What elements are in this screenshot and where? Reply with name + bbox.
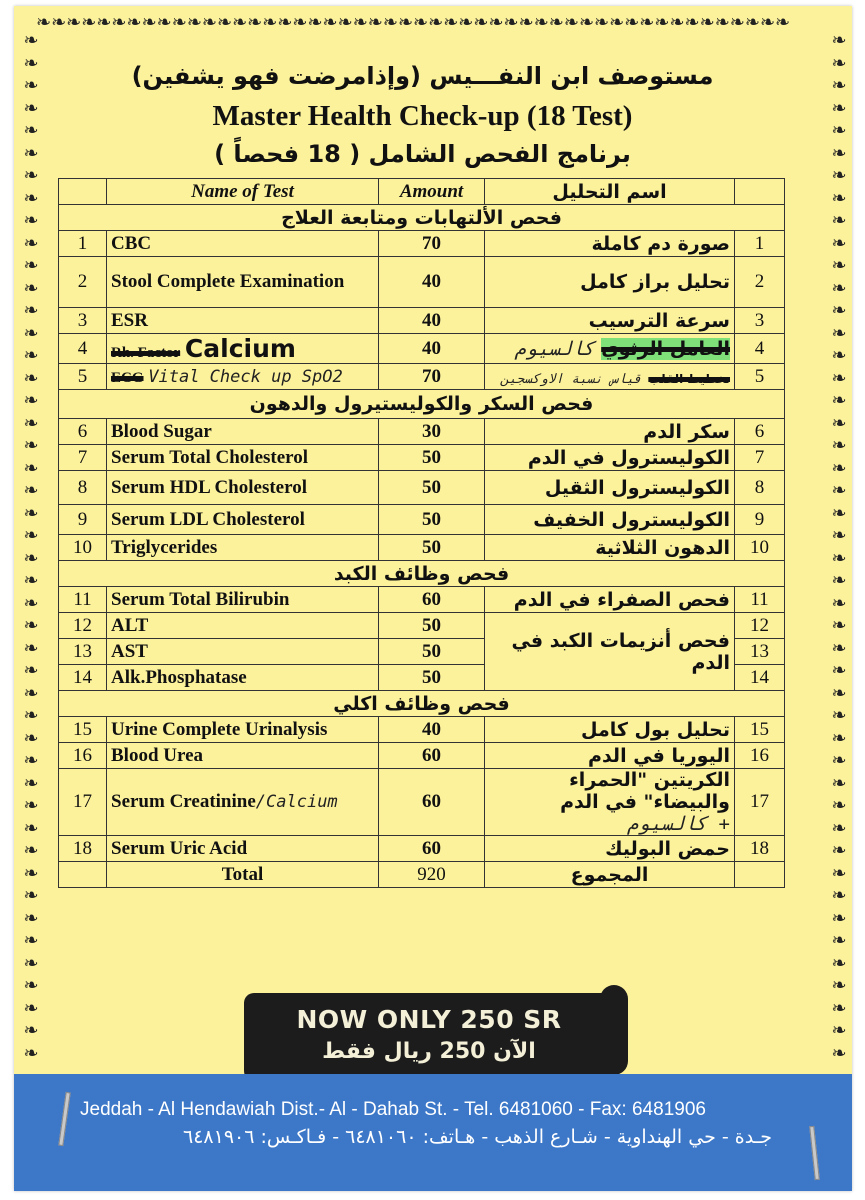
handwritten-test-name: Calcium [184,334,296,363]
test-amount: 60 [379,743,485,769]
test-name: Serum Total Bilirubin [107,587,379,613]
row-number-arabic: 12 [735,613,785,639]
test-name-edited [107,769,379,836]
test-name-arabic: فحص الصفراء في الدم [485,587,735,613]
test-name: Serum Uric Acid [107,836,379,862]
table-row [59,535,785,561]
total-label-arabic: المجموع [485,862,735,888]
test-name-arabic: اليوريا في الدم [485,743,735,769]
table-row [59,587,785,613]
struck-test-name-arabic: تخطيط القلب [648,371,730,386]
test-name-arabic: تحليل براز كامل [485,257,735,308]
test-name: Serum LDL Cholesterol [107,505,379,535]
row-number: 14 [59,665,107,691]
test-name-arabic: سكر الدم [485,419,735,445]
test-name: CBC [107,231,379,257]
decorative-border-left: ❧ ❧ ❧ ❧ ❧ ❧ ❧ ❧ ❧ ❧ ❧ ❧ ❧ ❧ ❧ ❧ ❧ ❧ ❧ ❧ ❧ ❧ ❧ ❧ ❧ ❧ ❧ ❧ ❧ ❧ ❧ ❧ ❧ ❧ ❧ ❧ ❧ ❧ ❧ ❧ ❧ ❧ ❧ ❧ ❧ ❧ [23,30,39,1064]
decorative-border-right: ❧ ❧ ❧ ❧ ❧ ❧ ❧ ❧ ❧ ❧ ❧ ❧ ❧ ❧ ❧ ❧ ❧ ❧ ❧ ❧ ❧ ❧ ❧ ❧ ❧ ❧ ❧ ❧ ❧ ❧ ❧ ❧ ❧ ❧ ❧ ❧ ❧ ❧ ❧ ❧ ❧ ❧ ❧ ❧ ❧ ❧ [831,30,847,1064]
test-name: Urine Complete Urinalysis [107,717,379,743]
test-name-arabic-edited [485,364,735,390]
test-name: ALT [107,613,379,639]
handwritten-test-name-arabic: كالسيوم [514,337,595,360]
test-amount: 50 [379,471,485,505]
test-amount: 40 [379,717,485,743]
test-amount: 40 [379,334,485,364]
test-name-edited [107,334,379,364]
table-row [59,505,785,535]
row-number: 2 [59,257,107,308]
row-number-arabic: 17 [735,769,785,836]
struck-test-name: Rh. Factor [111,345,181,361]
table-row [59,743,785,769]
row-number: 8 [59,471,107,505]
column-header-name: Name of Test [107,179,379,205]
promo-banner [244,993,614,1081]
table-row [59,231,785,257]
row-number: 13 [59,639,107,665]
test-amount: 60 [379,769,485,836]
table-row [59,334,785,364]
row-number-arabic: 18 [735,836,785,862]
test-name-arabic: سرعة الترسيب [485,308,735,334]
row-number: 1 [59,231,107,257]
promo-text: NOW ONLY 250 SR [296,1005,562,1034]
struck-test-name-arabic: العامل الرثوي [601,337,730,360]
row-number-arabic: 2 [735,257,785,308]
handwritten-test-name: /Calcium [255,792,338,812]
test-name: Alk.Phosphatase [107,665,379,691]
test-name: Serum Creatinine [111,791,256,812]
test-amount: 40 [379,257,485,308]
table-row [59,471,785,505]
test-amount: 30 [379,419,485,445]
test-amount: 40 [379,308,485,334]
test-amount: 70 [379,231,485,257]
table-row [59,419,785,445]
table-row [59,308,785,334]
row-number: 3 [59,308,107,334]
row-number-arabic: 1 [735,231,785,257]
footer-address-arabic: جـدة - حي الهنداوية - شـارع الذهب - هـاتف: ٦٤٨١٠٦٠ - فـاكـس: ٦٤٨١٩٠٦ [183,1126,772,1148]
test-amount: 50 [379,445,485,471]
page-title: Master Health Check-up (18 Test) [212,100,633,132]
row-number-arabic: 16 [735,743,785,769]
row-number: 16 [59,743,107,769]
test-name: Blood Urea [107,743,379,769]
test-name-arabic: الكوليسترول الخفيف [485,505,735,535]
test-name-arabic: الدهون الثلاثية [485,535,735,561]
test-amount: 50 [379,665,485,691]
decorative-border-top: ❧❧❧❧❧❧❧❧❧❧❧❧❧❧❧❧❧❧❧❧❧❧❧❧❧❧❧❧❧❧❧❧❧❧❧❧❧❧❧❧❧❧❧❧❧❧❧❧❧❧ [36,14,791,32]
total-row [59,862,785,888]
row-number-arabic: 9 [735,505,785,535]
handwritten-test-name-arabic: + كالسيوم [627,813,730,835]
row-number-arabic: 14 [735,665,785,691]
struck-test-name: ECG [111,369,144,386]
test-name-edited [107,364,379,390]
test-name: Serum Total Cholesterol [107,445,379,471]
test-amount: 50 [379,505,485,535]
table-row [59,717,785,743]
footer-address: Jeddah - Al Hendawiah Dist.- Al - Dahab St. - Tel. 6481060 - Fax: 6481906 [80,1099,706,1120]
test-name: ESR [107,308,379,334]
table-row [59,445,785,471]
table-row [59,836,785,862]
table-row [59,769,785,836]
total-amount: 920 [379,862,485,888]
row-number: 7 [59,445,107,471]
total-label: Total [107,862,379,888]
handwritten-test-name-arabic: قياس نسبة الاوكسجين [500,371,642,387]
test-amount: 50 [379,535,485,561]
row-number: 4 [59,334,107,364]
row-number-arabic: 13 [735,639,785,665]
column-header-amount: Amount [379,179,485,205]
handwritten-test-name: Vital Check up SpO2 [148,366,343,387]
row-number-arabic: 3 [735,308,785,334]
test-name-arabic: صورة دم كاملة [485,231,735,257]
test-amount: 60 [379,836,485,862]
tests-table [58,178,785,888]
column-header-name-arabic: اسم التحليل [485,179,735,205]
table-header-row [59,179,785,205]
promo-text-arabic: الآن 250 ريال فقط [322,1039,536,1064]
row-number-arabic: 15 [735,717,785,743]
test-name-arabic: الكوليسترول الثقيل [485,471,735,505]
test-name-arabic: الكوليسترول في الدم [485,445,735,471]
test-name: Stool Complete Examination [107,257,379,308]
test-amount: 60 [379,587,485,613]
row-number: 15 [59,717,107,743]
page-title-arabic: برنامج الفحص الشامل ( 18 فحصاً ) [214,140,631,168]
row-number-arabic: 7 [735,445,785,471]
row-number: 5 [59,364,107,390]
row-number: 18 [59,836,107,862]
row-number-arabic: 5 [735,364,785,390]
row-number: 10 [59,535,107,561]
row-number-arabic: 4 [735,334,785,364]
row-number-arabic: 6 [735,419,785,445]
test-amount: 70 [379,364,485,390]
test-name-arabic: تحليل بول كامل [485,717,735,743]
test-name: Serum HDL Cholesterol [107,471,379,505]
test-amount: 50 [379,613,485,639]
row-number: 9 [59,505,107,535]
row-number-arabic: 11 [735,587,785,613]
row-number-arabic: 10 [735,535,785,561]
row-number: 17 [59,769,107,836]
row-number: 12 [59,613,107,639]
test-name: Blood Sugar [107,419,379,445]
table-row [59,257,785,308]
section-heading: فحص وظائف اكلي [59,691,785,717]
test-name-arabic: فحص أنزيمات الكبد في الدم [485,613,735,691]
row-number-arabic: 8 [735,471,785,505]
row-number: 6 [59,419,107,445]
table-row [59,364,785,390]
test-name: AST [107,639,379,665]
test-name-arabic-edited [485,334,735,364]
section-heading: فحص الألتهابات ومتابعة العلاج [59,205,785,231]
test-name-arabic: الكريتين "الحمراء والبيضاء" في الدم [560,769,730,813]
test-amount: 50 [379,639,485,665]
section-heading: فحص السكر والكوليستيرول والدهون [59,390,785,419]
table-row [59,613,785,639]
test-name: Triglycerides [107,535,379,561]
row-number: 11 [59,587,107,613]
section-heading: فحص وظائف الكبد [59,561,785,587]
hospital-name: مستوصف ابن النفـــيس (وإذامرضت فهو يشفين) [131,62,714,90]
test-name-arabic: حمض البوليك [485,836,735,862]
test-name-arabic-edited [485,769,735,836]
